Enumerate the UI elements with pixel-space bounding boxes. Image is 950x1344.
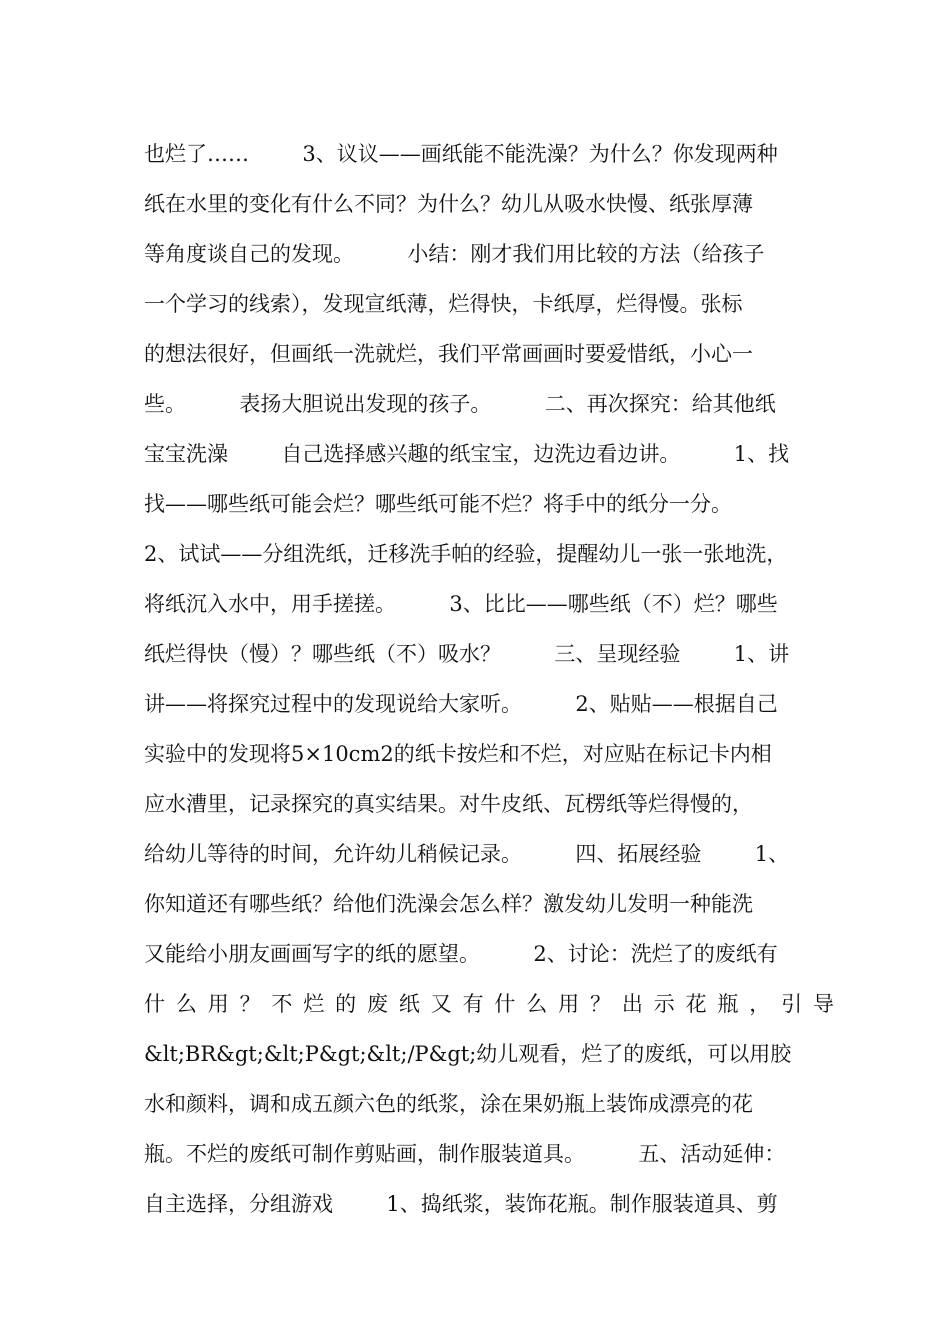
text-line: 瓶。不烂的废纸可制作剪贴画，制作服装道具。 五、活动延伸： <box>144 1142 786 1166</box>
text-line: 找——哪些纸可能会烂？哪些纸可能不烂？将手中的纸分一分。 <box>144 492 732 516</box>
text-line: 水和颜料，调和成五颜六色的纸浆，涂在果奶瓶上装饰成漂亮的花 <box>144 1092 753 1116</box>
text-line: 纸烂得快（慢）？哪些纸（不）吸水？ 三、呈现经验 1、讲 <box>144 642 790 666</box>
text-line: 给幼儿等待的时间，允许幼儿稍候记录。 四、拓展经验 1、 <box>144 842 790 866</box>
text-line: 一个学习的线索），发现宣纸薄，烂得快，卡纸厚，烂得慢。张标 <box>144 292 743 316</box>
text-line: 实验中的发现将5×10cm2的纸卡按烂和不烂，对应贴在标记卡内相 <box>144 742 772 766</box>
text-line: 你知道还有哪些纸？给他们洗澡会怎么样？激发幼儿发明一种能洗 <box>144 892 753 916</box>
text-line: 宝宝洗澡 自己选择感兴趣的纸宝宝，边洗边看边讲。 1、找 <box>144 442 790 466</box>
text-line: 2、试试——分组洗纸，迁移洗手帕的经验，提醒幼儿一张一张地洗， <box>144 542 788 566</box>
text-line: 将纸沉入水中，用手搓搓。 3、比比——哪些纸（不）烂？哪些 <box>144 592 778 616</box>
text-line: 又能给小朋友画画写字的纸的愿望。 2、讨论：洗烂了的废纸有 <box>144 942 778 966</box>
text-line: 讲——将探究过程中的发现说给大家听。 2、贴贴——根据自己 <box>144 692 778 716</box>
text-line: 自主选择，分组游戏 1、捣纸浆，装饰花瓶。制作服装道具、剪 <box>144 1192 778 1216</box>
text-line: 的想法很好，但画纸一洗就烂，我们平常画画时要爱惜纸，小心一 <box>144 342 753 366</box>
text-line: 应水漕里，记录探究的真实结果。对牛皮纸、瓦楞纸等烂得慢的， <box>144 792 753 816</box>
text-line: 也烂了…… 3、议议——画纸能不能洗澡？为什么？你发现两种 <box>144 142 778 166</box>
text-line: 什 么 用 ？ 不 烂 的 废 纸 又 有 什 么 用 ？ 出 示 花 瓶 ， 引 导 <box>144 992 834 1016</box>
body-text <box>144 129 834 1229</box>
text-line: &lt;BR&gt;&lt;P&gt;&lt;/P&gt;幼儿观看，烂了的废纸，可以用胶 <box>144 1042 792 1066</box>
text-line: 纸在水里的变化有什么不同？为什么？幼儿从吸水快慢、纸张厚薄 <box>144 192 753 216</box>
text-line: 等角度谈自己的发现。 小结：刚才我们用比较的方法（给孩子 <box>144 242 765 266</box>
text-line: 些。 表扬大胆说出发现的孩子。 二、再次探究：给其他纸 <box>144 392 776 416</box>
